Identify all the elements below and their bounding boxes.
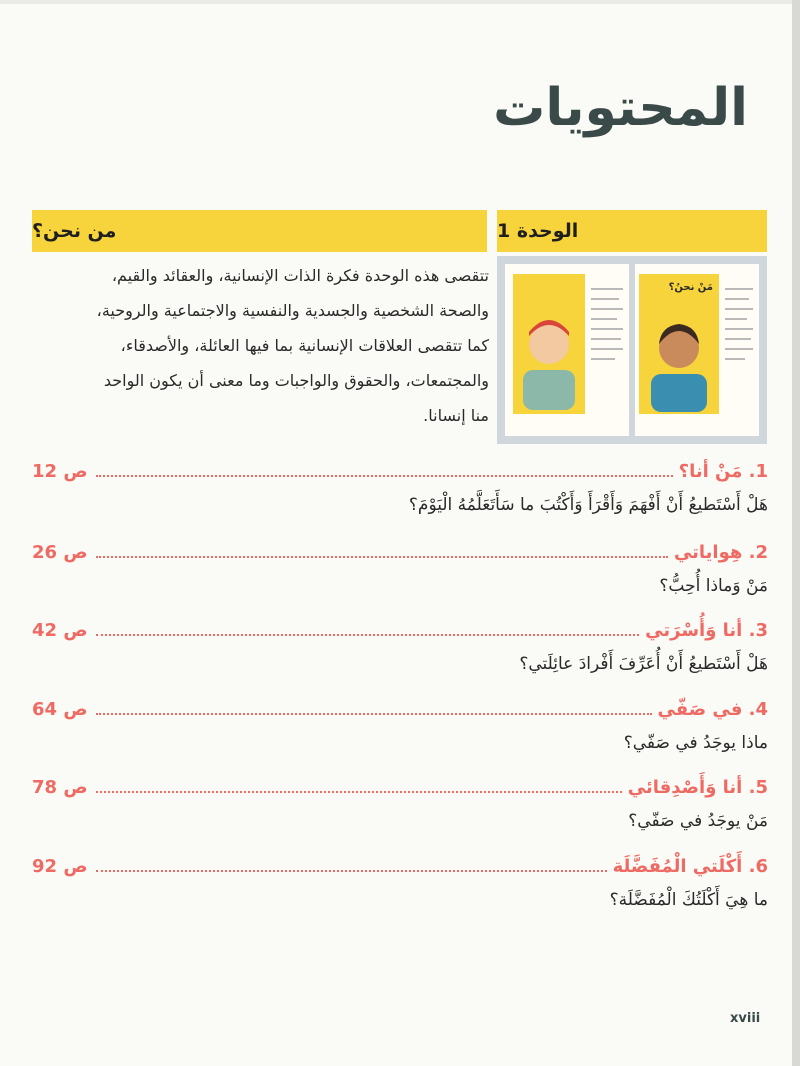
toc-lesson-title[interactable]: 4. في صَفّي xyxy=(657,698,768,720)
toc-question: هَلْ أَسْتَطيعُ أَنْ أُعَرِّفَ أَفْرادَ عائِلَتي؟ xyxy=(519,654,768,674)
page-folio: xviii xyxy=(730,1011,761,1026)
toc-page-number: ص 42 xyxy=(32,619,88,641)
intro-line: تتقصى هذه الوحدة فكرة الذات الإنسانية، والعقائد والقيم، xyxy=(111,266,489,285)
toc-page-number: ص 26 xyxy=(32,541,88,563)
toc-lesson-title[interactable]: 2. هِواياتي xyxy=(673,541,768,563)
page-side-edge xyxy=(792,0,800,1066)
toc-row[interactable] xyxy=(32,693,768,725)
intro-line: منا إنسانا. xyxy=(423,406,489,425)
toc-leader-dots xyxy=(96,870,607,872)
toc-entry xyxy=(32,771,768,843)
toc-entry xyxy=(32,455,768,527)
unit-name-bar xyxy=(32,210,487,252)
unit-number-label: الوحدة 1 xyxy=(497,220,579,242)
toc-question: ما هِيَ أَكْلَتُكَ الْمُفَضَّلَة؟ xyxy=(609,890,768,910)
thumbnail-illustration xyxy=(513,274,585,414)
toc-entry xyxy=(32,536,768,608)
toc-leader-dots xyxy=(96,713,652,715)
toc-lesson-title[interactable]: 3. أنا وَأُسْرَتي xyxy=(645,619,768,641)
toc-page-number: ص 64 xyxy=(32,698,88,720)
thumbnail-left-page xyxy=(505,264,629,436)
toc-question: ماذا يوجَدُ في صَفّي؟ xyxy=(623,733,768,753)
toc-question: مَنْ وَماذا أُحِبُّ؟ xyxy=(659,576,768,596)
toc-entry xyxy=(32,850,768,922)
toc-row[interactable] xyxy=(32,771,768,803)
toc-leader-dots xyxy=(96,791,622,793)
page-top-edge xyxy=(0,0,800,4)
toc-entry xyxy=(32,693,768,765)
toc-lesson-title[interactable]: 6. أَكْلَتي الْمُفَضَّلَة xyxy=(612,855,768,877)
toc-lesson-title[interactable]: 5. أنا وَأَصْدِقائي xyxy=(627,776,768,798)
toc-leader-dots xyxy=(96,634,640,636)
thumbnail-right-page xyxy=(635,264,759,436)
toc-question: مَنْ يوجَدُ في صَفّي؟ xyxy=(628,811,768,831)
unit-name-label: من نحن؟ xyxy=(32,220,117,242)
page-title: المحتويات xyxy=(493,78,748,138)
toc-row[interactable] xyxy=(32,536,768,568)
toc-row[interactable] xyxy=(32,850,768,882)
toc-question: هَلْ أَسْتَطيعُ أَنْ أَفْهَمَ وَأَقْرَأَ وَأَكْتُبَ ما سَأَتَعَلَّمُهُ الْيَوْمَ؟ xyxy=(408,495,768,515)
intro-line: كما تتقصى العلاقات الإنسانية بما فيها العائلة، والأصدقاء، xyxy=(120,336,489,355)
intro-line: والصحة الشخصية والجسدية والنفسية والاجتماعية والروحية، xyxy=(96,301,489,320)
thumbnail-cover-illustration xyxy=(639,274,719,414)
toc-row[interactable] xyxy=(32,455,768,487)
toc-leader-dots xyxy=(96,556,668,558)
unit-number-bar xyxy=(497,210,767,252)
toc-lesson-title[interactable]: 1. مَنْ أنا؟ xyxy=(678,460,768,482)
toc-row[interactable] xyxy=(32,614,768,646)
thumbnail-caption: مَنْ نحنُ؟ xyxy=(668,282,713,293)
unit-intro xyxy=(32,258,489,433)
unit-spread-thumbnail xyxy=(497,256,767,444)
toc-page-number: ص 92 xyxy=(32,855,88,877)
toc-entry xyxy=(32,614,768,686)
intro-line: والمجتمعات، والحقوق والواجبات وما معنى أن يكون الواحد xyxy=(103,371,489,390)
toc-page-number: ص 78 xyxy=(32,776,88,798)
toc-page-number: ص 12 xyxy=(32,460,88,482)
toc-leader-dots xyxy=(96,475,673,477)
